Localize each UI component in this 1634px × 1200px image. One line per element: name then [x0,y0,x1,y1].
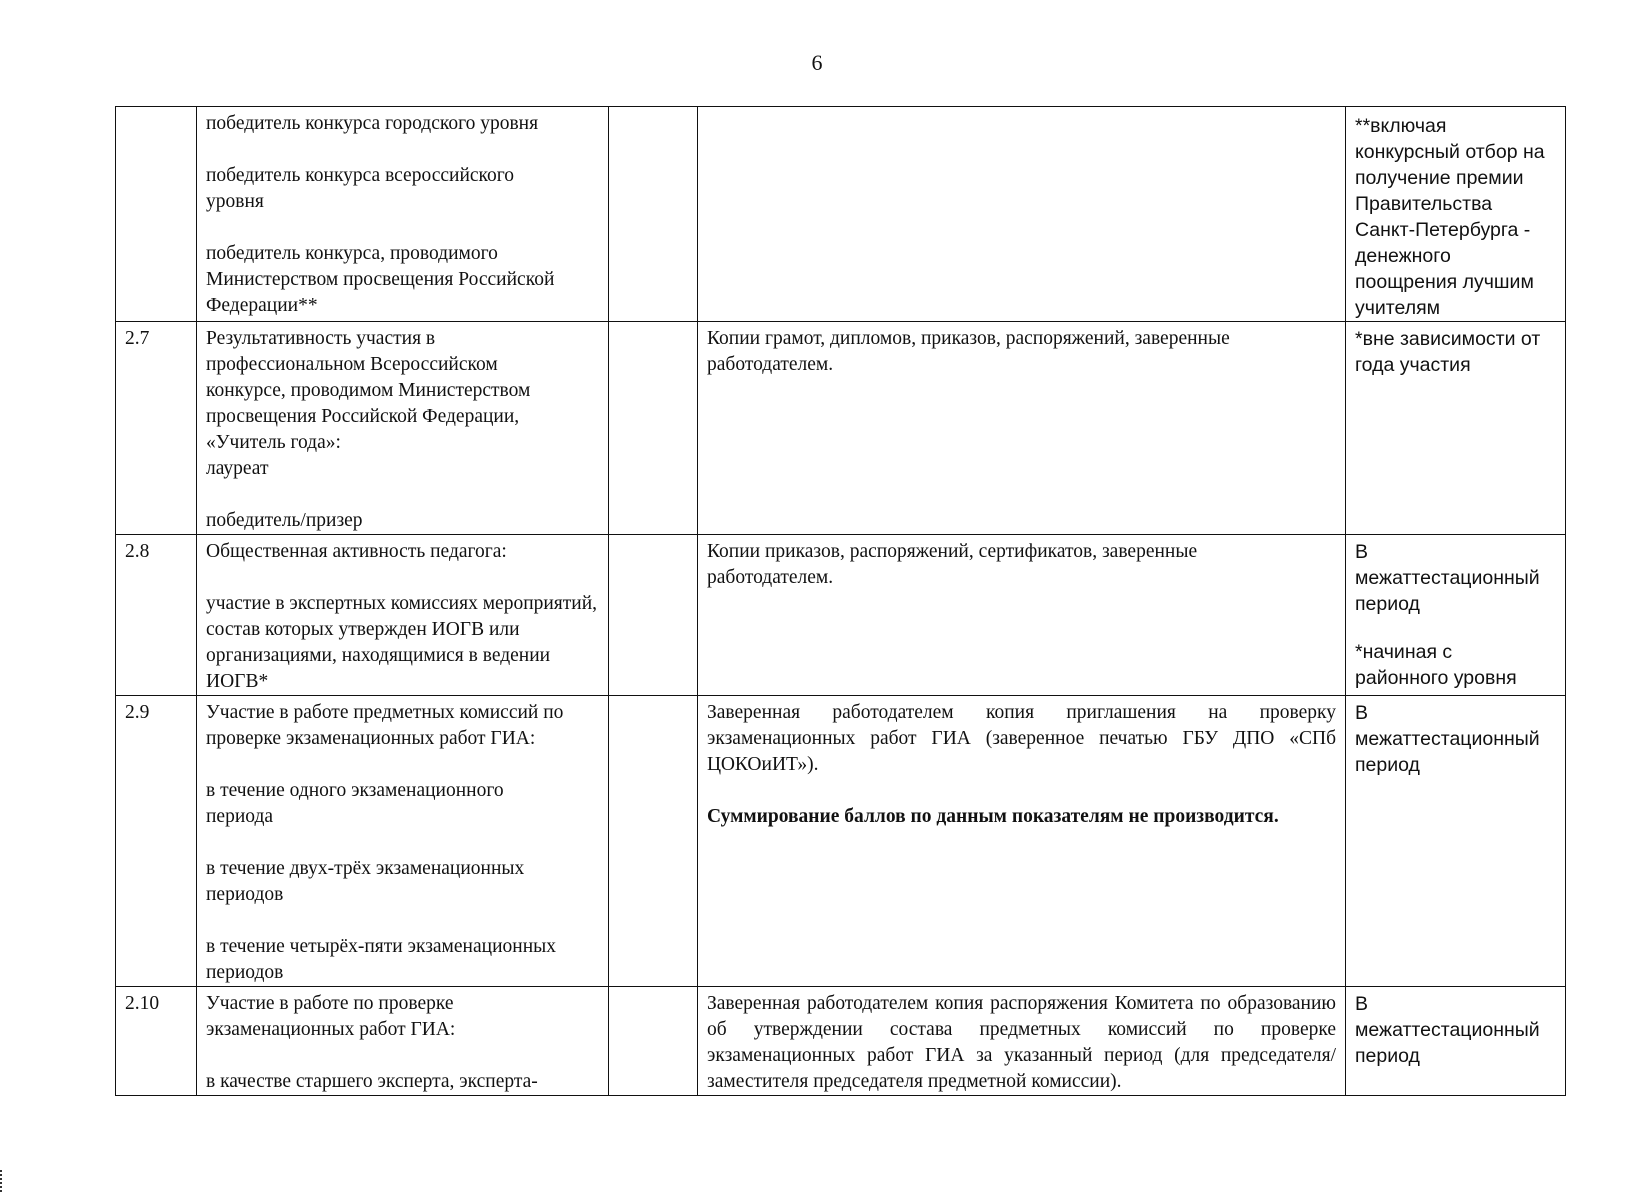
points-cell [609,322,698,535]
indicator-line: Участие в работе предметных комиссий по проверке экзаменационных работ ГИА: [206,702,564,749]
note-cell [1346,535,1566,696]
row-number-cell: 2.8 [116,535,197,696]
table-row [116,535,1566,696]
row-number-cell [116,107,197,322]
indicator-cell [197,322,609,535]
indicator-line: лауреат [206,458,269,479]
indicator-cell [197,987,609,1096]
indicator-line: в течение двух-трёх экзаменационных периодов [206,858,525,905]
indicator-cell [197,696,609,987]
indicator-line: в течение четырёх-пяти экзаменационных периодов [206,936,556,983]
table-row [116,322,1566,535]
table-row [116,107,1566,322]
points-cell [609,107,698,322]
note-cell: В межаттестационный период [1346,696,1566,987]
documents-cell [698,535,1346,696]
documents-cell [698,987,1346,1096]
documents-cell [698,107,1346,322]
points-cell [609,987,698,1096]
indicator-line: Участие в работе по проверке экзаменационных работ ГИА: [206,993,456,1040]
document-text: Копии грамот, дипломов, приказов, распоряжений, заверенные работодателем. [707,328,1230,375]
indicator-cell [197,535,609,696]
row-number-cell: 2.10 [116,987,197,1096]
document-text: Заверенная работодателем копия распоряжения Комитета по образованию об утверждении состава предметных комиссий по проверке экзаменационных работ ГИА за указанный период (для председателя/заместителя председателя предметной комиссии). [707,993,1336,1092]
indicator-line: участие в экспертных комиссиях мероприятий, состав которых утвержден ИОГВ или организациями, находящимися в ведении ИОГВ* [206,593,598,692]
note-line: В межаттестационный период [1355,541,1540,615]
note-cell: **включая конкурсный отбор на получение премии Правительства Санкт-Петербурга - денежного поощрения лучшим учителям [1346,107,1566,322]
documents-cell [698,696,1346,987]
note-line: *начиная с районного уровня [1355,641,1517,689]
criteria-table [115,106,1566,1096]
row-number-cell: 2.9 [116,696,197,987]
page-number: 6 [811,50,823,75]
indicator-line: в течение одного экзаменационного периода [206,780,504,827]
points-cell [609,535,698,696]
documents-cell [698,322,1346,535]
points-cell [609,696,698,987]
document-note-bold: Суммирование баллов по данным показателям не производится. [707,806,1279,827]
table-row [116,696,1566,987]
indicator-line: в качестве старшего эксперта, эксперта- [206,1071,538,1092]
indicator-line: победитель конкурса всероссийского уровня [206,165,515,212]
row-number-cell: 2.7 [116,322,197,535]
indicator-line: победитель конкурса, проводимого Министерством просвещения Российской Федерации** [206,243,555,316]
indicator-line: победитель конкурса городского уровня [206,113,539,134]
scan-edge-mark [0,1170,5,1192]
indicator-cell [197,107,609,322]
indicator-line: Общественная активность педагога: [206,541,507,562]
indicator-line: победитель/призер [206,510,363,531]
table-row [116,987,1566,1096]
document-text: Копии приказов, распоряжений, сертификатов, заверенные работодателем. [707,541,1198,588]
note-cell: *вне зависимости от года участия [1346,322,1566,535]
note-cell: В межаттестационный период [1346,987,1566,1096]
indicator-line: Результативность участия в профессиональном Всероссийском конкурсе, проводимом Министерством просвещения Российской Федерации, «Учитель года»: [206,328,531,453]
document-text: Заверенная работодателем копия приглашения на проверку экзаменационных работ ГИА (заверенное печатью ГБУ ДПО «СПб ЦОКОиИТ»). [707,702,1336,775]
